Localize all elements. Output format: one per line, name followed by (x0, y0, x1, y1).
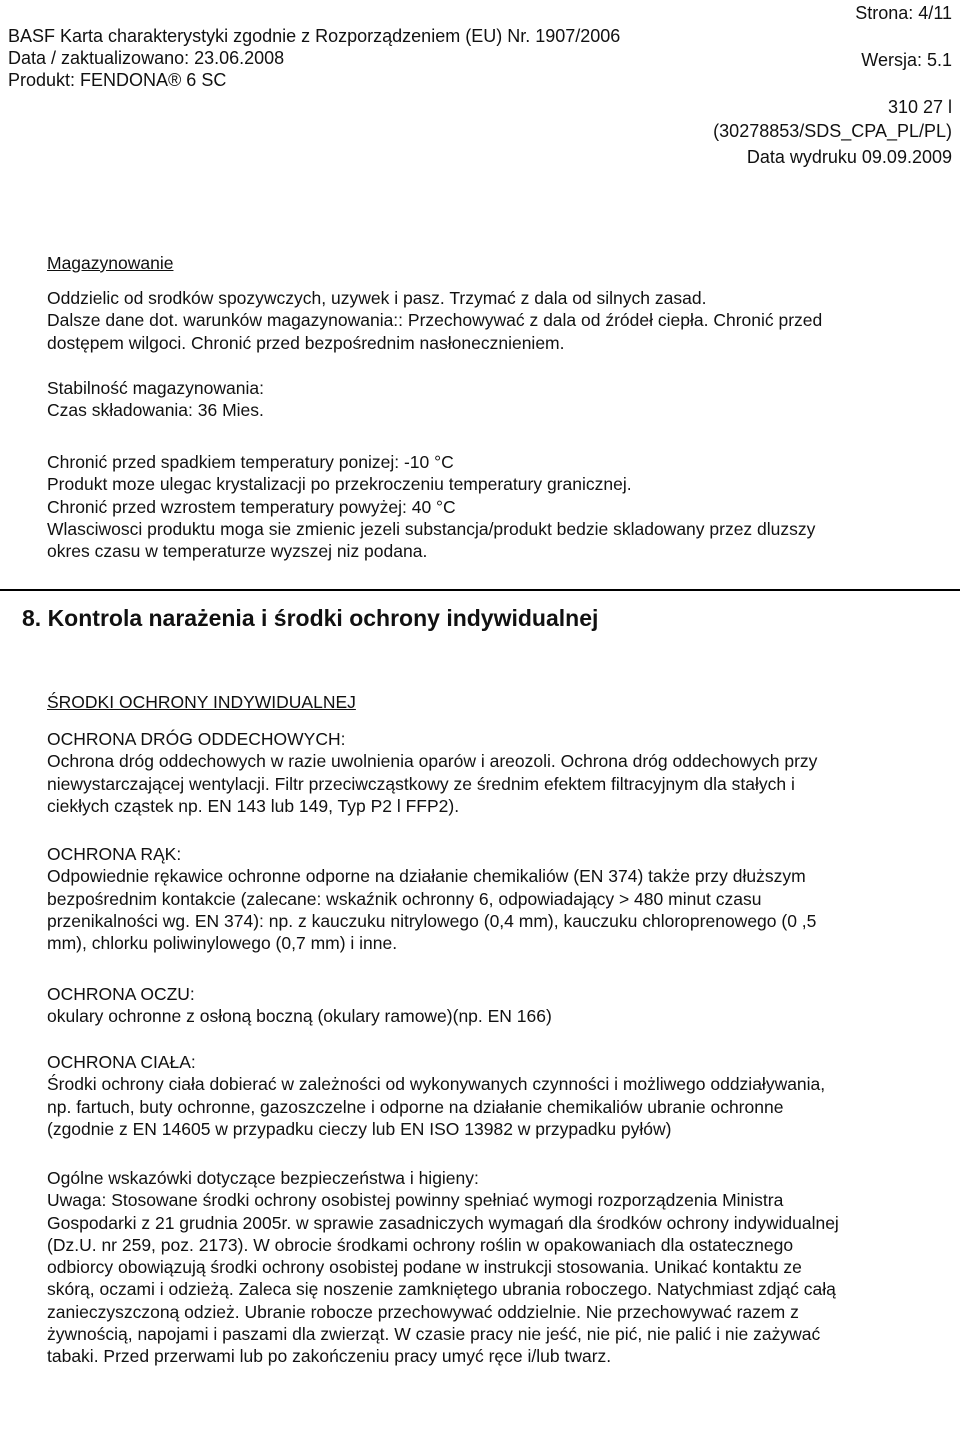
print-date: Data wydruku 09.09.2009 (746, 147, 952, 167)
body-protection: OCHRONA CIAŁA: Środki ochrony ciała dobierać w zależności od wykonywanych czynności i możliwego oddziaływania, np. fartuch, buty ochronne, gazoszczelne i odporne na działanie chemikaliów ubranie ochronne (zgodnie z EN 14605 w przypadku cieczy lub EN ISO 13982 w przypadku pyłów) (47, 1052, 826, 1139)
storage-temperature: Chronić przed spadkiem temperatury ponizej: -10 °C Produkt moze ulegac krystalizacji po przekroczeniu temperatury granicznej. Chronić przed wzrostem temperatury powyżej: 40 °C Wlasciwosci produktu moga sie zmienic jezeli substancja/produkt bedzie skladowany przez dluzszy okres czasu w temperaturze wyzszej niz podana. (47, 452, 816, 562)
storage-heading: Magazynowanie (47, 253, 174, 273)
product-code: 310 27 l (887, 97, 952, 117)
product-name: Produkt: FENDONA® 6 SC (8, 70, 227, 90)
section-8-title: 8. Kontrola narażenia i środki ochrony indywidualnej (22, 605, 599, 631)
eye-protection: OCHRONA OCZU: okulary ochronne z osłoną boczną (okulary ramowe)(np. EN 166) (47, 984, 552, 1027)
header-left (8, 25, 620, 91)
respiratory-protection: OCHRONA DRÓG ODDECHOWYCH: Ochrona dróg oddechowych w razie uwolnienia oparów i areozoli. Ochrona dróg oddechowych przy niewystarczającej wentylacji. Filtr przeciwcząstkowy ze średnim efektem filtracyjnym dla stałych i ciekłych cząstek np. EN 143 lub 149, Typ P2 l FFP2). (47, 729, 818, 816)
version: Wersja: 5.1 (861, 50, 952, 70)
hand-protection: OCHRONA RĄK: Odpowiednie rękawice ochronne odporne na działanie chemikaliów (EN 374) także przy dłuższym bezpośrednim kontakcie (zalecane: wskaźnik ochronny 6, odpowiadający > 480 minut czasu przenikalności wg. EN 374): np. z kauczuku nitrylowego (0,4 mm), kauczuku chloroprenowego (0 ,5 mm), chlorku poliwinylowego (0,7 mm) i inne. (47, 844, 817, 954)
ppe-subheading: ŚRODKI OCHRONY INDYWIDUALNEJ (47, 692, 356, 712)
hygiene-measures: Ogólne wskazówki dotyczące bezpieczeństwa i higieny: Uwaga: Stosowane środki ochrony osobistej powinny spełniać wymogi rozporządzenia Ministra Gospodarki z 21 grudnia 2005r. w sprawie zasadniczych wymagań dla środków ochrony indywidualnej (Dz.U. nr 259, poz. 2173). W obrocie środkami ochrony roślin w opakowaniach dla ostatecznego odbiorcy obowiązują środki ochrony osobistej podane w instrukcji stosowania. Unikać kontaktu ze skórą, oczami i odzieżą. Zaleca się noszenie zamkniętego ubrania roboczego. Natychmiast zdjąć całą zanieczyszczoną odzież. Ubranie robocze przechowywać oddzielnie. Nie przechowywać razem z żywnością, napojami i paszami dla zwierząt. W czasie pracy nie jeść, nie pić, nie palić i nie zażywać tabaki. Przed przerwami lub po zakończeniu pracy umyć ręce i/lub twarz. (47, 1168, 839, 1367)
revision-date: Data / zaktualizowano: 23.06.2008 (8, 48, 285, 68)
document-title: BASF Karta charakterystyki zgodnie z Rozporządzeniem (EU) Nr. 1907/2006 (8, 26, 621, 46)
section-divider (0, 589, 960, 591)
sds-code: (30278853/SDS_CPA_PL/PL) (713, 121, 952, 141)
storage-stability: Stabilność magazynowania: Czas składowania: 36 Mies. (47, 378, 264, 421)
page-number: Strona: 4/11 (855, 3, 952, 23)
storage-paragraph: Oddzielic od srodków spozywczych, uzywek i pasz. Trzymać z dala od silnych zasad. Dalsze dane dot. warunków magazynowania:: Przechowywać z dala od źródeł ciepła. Chronić przed dostępem wilgoci. Chronić przed bezpośrednim nasłonecznieniem. (47, 288, 823, 353)
